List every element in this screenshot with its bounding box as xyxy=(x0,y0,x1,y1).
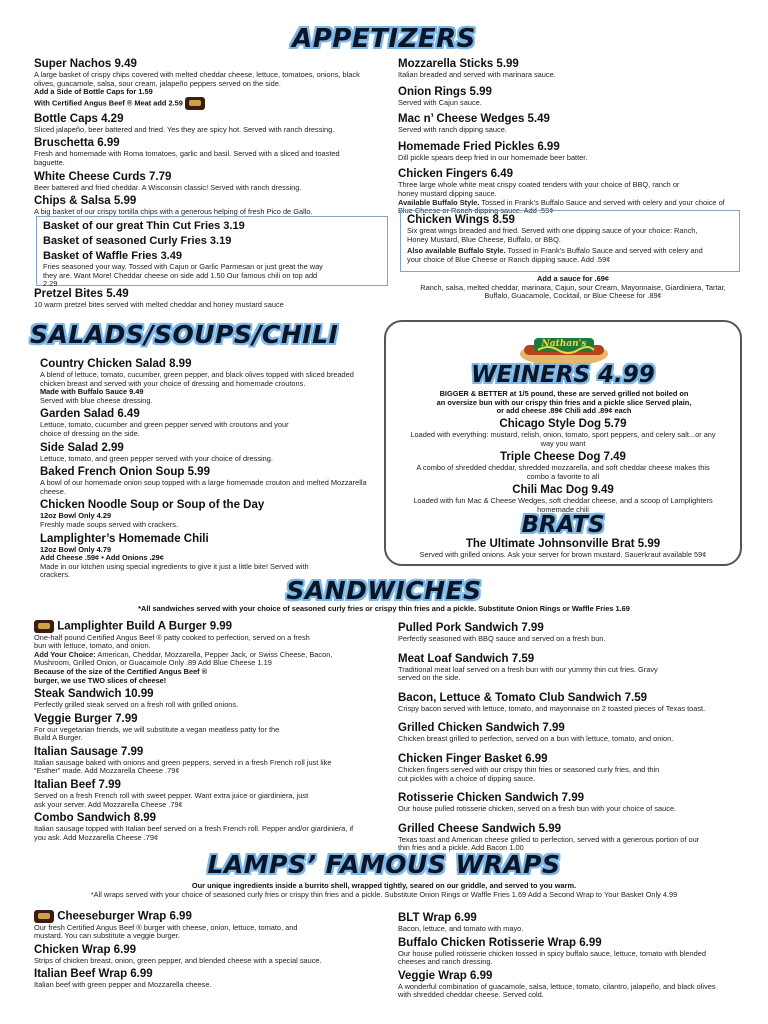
wraps-right-column xyxy=(398,912,738,1003)
pretzel-item xyxy=(34,288,374,310)
item-desc: Italian breaded and served with marinara sauce. xyxy=(398,70,556,79)
sandwiches-note: *All sandwiches served with your choice of seasoned curly fries or crispy thin fries and a pickle. Substitute Onion Rings or Waffle Fries 1.69 xyxy=(138,604,630,613)
menu-item xyxy=(34,688,364,710)
item-desc: A large basket of crispy chips covered with melted cheddar cheese, lettuce, tomatoes, onions, black olives, guacamole, salsa, sour cream, jalapeño peppers served on the side. xyxy=(34,70,360,88)
item-name: The Ultimate Johnsonville Brat 5.99 xyxy=(465,538,661,550)
menu-item xyxy=(398,970,738,1000)
item-desc: Lettuce, tomato, cucumber and green pepper served with croutons and your choice of dressing on the side. xyxy=(40,420,289,438)
item-desc: A blend of lettuce, tomato, cucumber, green pepper, and black olives topped with sliced breaded chicken breast and served with your choice of dressing and homemade croutons. xyxy=(40,370,354,388)
item-desc: Made in our kitchen using special ingredients to give it just a little bite! Served with crackers. xyxy=(40,561,309,580)
menu-item xyxy=(40,408,370,438)
weiners-items xyxy=(406,418,720,518)
item-name: Country Chicken Salad 8.99 xyxy=(40,358,192,370)
buffalo-label: Available Buffalo Style. xyxy=(398,197,480,207)
item-name: Garden Salad 6.49 xyxy=(40,408,140,421)
item-desc: Strips of chicken breast, onion, green pepper, and blended cheese with a special sauce. xyxy=(34,955,322,965)
sandwiches-left-column xyxy=(34,620,364,845)
angus-beef-logo-icon xyxy=(34,620,54,633)
item-choice xyxy=(34,651,364,668)
wraps-note1: Our unique ingredients inside a burrito shell, wrapped tightly, seared on our griddle, and served to you warm. xyxy=(191,881,577,890)
menu-item xyxy=(34,620,364,685)
menu-item xyxy=(398,912,738,934)
menu-item xyxy=(398,168,738,215)
buffalo-label: Also available Buffalo Style. xyxy=(407,246,506,256)
item-name: Veggie Wrap 6.99 xyxy=(398,969,493,982)
item-name: Chicken Noodle Soup or Soup of the Day xyxy=(40,499,265,512)
item-extra-text: With Certified Angus Beef ® Meat add 2.59 xyxy=(34,98,183,108)
item-name: Bacon, Lettuce & Tomato Club Sandwich 7.59 xyxy=(398,691,647,704)
item-desc: One-half pound Certified Angus Beef ® patty cooked to perfection, served on a fresh bun with lettuce, tomato, and onion. xyxy=(34,632,310,651)
brat-item xyxy=(396,538,730,560)
item-desc: Sliced jalapeño, beer battered and fried. Yes they are spicy hot. Served with ranch dressing. xyxy=(34,124,335,134)
item-desc: Italian beef with green pepper and Mozzarella cheese. xyxy=(34,980,212,990)
salads-heading: SALADS/SOUPS/CHILI xyxy=(30,320,339,349)
item-name xyxy=(34,620,364,634)
item-buffalo xyxy=(407,247,707,264)
item-desc: Served with grilled onions. Ask your server for brown mustard. Sauerkraut available 59¢ xyxy=(419,550,707,559)
sandwiches-heading: SANDWICHES xyxy=(286,576,482,605)
item-name: White Cheese Curds 7.79 xyxy=(34,170,172,183)
item-bold: 12oz Bowl Only 4.79 xyxy=(40,544,112,554)
weiners-box xyxy=(384,320,742,566)
item-desc: Served on a fresh French roll with sweet pepper. Want extra juice or giardiniera, just ask your server. Add Mozzarella Cheese .79¢ xyxy=(34,791,309,809)
item-name: Italian Sausage 7.99 xyxy=(34,745,144,758)
item-name: Steak Sandwich 10.99 xyxy=(34,688,154,701)
item-name-text: Lamplighter Build A Burger 9.99 xyxy=(57,620,233,633)
item-desc: Our house pulled rotisserie chicken tossed in spicy buffalo sauce, lettuce, tomato with blended cheeses and ranch dressing. xyxy=(398,948,706,967)
item-name: Buffalo Chicken Rotisserie Wrap 6.99 xyxy=(398,936,602,949)
item-name: Chili Mac Dog 9.49 xyxy=(512,484,614,497)
appetizers-right-column xyxy=(398,58,738,219)
item-desc: Perfectly seasoned with BBQ sauce and served on a fresh bun. xyxy=(398,634,606,643)
item-desc: Bacon, lettuce, and tomato with mayo. xyxy=(398,924,524,933)
item-name: Chicago Style Dog 5.79 xyxy=(499,418,627,430)
menu-item xyxy=(34,713,364,743)
weiners-heading: WEINERS 4.99 xyxy=(471,362,655,388)
menu-item xyxy=(34,113,364,135)
fries-thin: Basket of our great Thin Cut Fries 3.19 xyxy=(43,220,245,232)
wraps-left-column xyxy=(34,910,364,993)
item-bold: 12oz Bowl Only 4.29 xyxy=(40,511,112,521)
item-bold: Add Cheese .59¢ • Add Onions .29¢ xyxy=(40,553,164,563)
item-name: Chicken Wings 8.59 xyxy=(407,214,515,226)
appetizers-left-column xyxy=(34,58,364,220)
item-name: Italian Beef Wrap 6.99 xyxy=(34,968,153,981)
menu-item xyxy=(40,533,370,580)
item-desc: Dill pickle spears deep fried in our homemade beer batter. xyxy=(398,152,588,162)
menu-item xyxy=(34,746,364,776)
item-desc: A combo of shredded cheddar, shredded mozzarella, and soft cheddar cheese makes this combo a favorite to all xyxy=(416,463,710,481)
buffalo-text: Tossed in Frank’s Buffalo Sauce and served with celery and your choice of Blue Cheese or Ranch dipping sauce. Add .59¢ xyxy=(398,197,725,216)
item-desc: A bowl of our homemade onion soup topped with a large homemade crouton and melted Mozzarella cheese. xyxy=(40,478,367,496)
menu-item xyxy=(398,141,738,163)
item-name: Meat Loaf Sandwich 7.59 xyxy=(398,652,535,665)
menu-item xyxy=(398,58,738,80)
item-desc: 10 warm pretzel bites served with melted cheddar and honey mustard sauce xyxy=(34,300,284,309)
item-name: Veggie Burger 7.99 xyxy=(34,712,138,725)
menu-item xyxy=(34,58,364,110)
item-desc: Our fresh Certified Angus Beef ® burger with cheese, onion, lettuce, tomato, and mustard. You can substitute a veggie burger. xyxy=(34,922,298,941)
item-desc: Crispy bacon served with lettuce, tomato, and mayonnaise on 2 toasted pieces of Texas toast. xyxy=(398,703,706,713)
sandwiches-right-column xyxy=(398,622,738,856)
item-name: Super Nachos 9.49 xyxy=(34,58,137,70)
item-desc: Our house pulled rotisserie chicken, served on a fresh bun with your choice of sauce. xyxy=(398,804,677,814)
wings-box xyxy=(400,210,740,272)
menu-item xyxy=(398,722,738,744)
item-extra xyxy=(34,97,364,110)
item-extra: Add a Side of Bottle Caps for 1.59 xyxy=(34,87,153,97)
item-desc: Chicken fingers served with our crispy thin fries or seasoned curly fries, and thin cut pickles with a choice of dipping sauce. xyxy=(398,764,660,783)
item-name: Italian Beef 7.99 xyxy=(34,779,121,792)
item-desc: Chicken breast grilled to perfection, served on a bun with lettuce, tomato, and onion. xyxy=(398,734,674,744)
item-desc: Beer battered and fried cheddar. A Wisconsin classic! Served with ranch dressing. xyxy=(34,182,302,192)
menu-item xyxy=(398,653,738,683)
menu-item xyxy=(398,823,738,853)
menu-item xyxy=(34,968,364,990)
item-desc: Traditional meat loaf served on a fresh bun with our yummy thin cut fries. Gravy served on the side. xyxy=(398,664,658,683)
angus-beef-logo-icon xyxy=(34,910,54,923)
item-desc: Fresh and homemade with Roma tomatoes, garlic and basil. Served with a sliced and toasted baguette. xyxy=(34,149,340,167)
sauce-desc: Ranch, salsa, melted cheddar, marinara, Cajun, sour Cream, Mayonnaise, Giardiniera, Tartar, Buffalo, Guacamole, Cocktail, or Blue Cheese for .89¢ xyxy=(420,282,726,301)
item-name: Combo Sandwich 8.99 xyxy=(34,812,157,825)
item-desc: A big basket of our crispy tortilla chips with a generous helping of fresh Pico de Gallo. xyxy=(34,207,313,217)
item-name: Chicken Fingers 6.49 xyxy=(398,168,514,181)
salads-column xyxy=(40,358,370,583)
item-desc: Perfectly grilled steak served on a fresh roll with grilled onions. xyxy=(34,700,239,710)
item-desc: For our vegetarian friends, we will substitute a vegan meatless patty for the Build A Burger. xyxy=(34,724,280,743)
menu-item xyxy=(398,753,738,783)
sauce-info xyxy=(408,275,738,301)
item-bold: Because of the size of the Certified Angus Beef ® burger, we use TWO slices of cheese! xyxy=(34,666,208,685)
item-desc: Loaded with everything: mustard, relish, onion, tomato, sport peppers, and celery salt...or any way you want xyxy=(410,430,716,448)
menu-item xyxy=(34,195,364,217)
item-desc: Italian sausage baked with onions and green peppers, served in a fresh French roll just like “Esther” made. Add Mozzarella Cheese .79¢ xyxy=(34,757,332,776)
menu-item xyxy=(34,944,364,966)
menu-item xyxy=(34,171,364,193)
choice-label: Add Your Choice: xyxy=(34,649,96,659)
item-name: Lamplighter’s Homemade Chili xyxy=(40,532,209,545)
menu-item xyxy=(40,442,370,464)
menu-item xyxy=(34,137,364,167)
item-desc: Texas toast and American cheese grilled to perfection, served with a generous portion of our thin fries and a pickle. Add Bacon 1.00 xyxy=(398,834,700,853)
item-extra: Served with blue cheese dressing. xyxy=(40,395,153,405)
menu-item xyxy=(40,466,370,496)
item-desc: Italian sausage topped with Italian beef served on a fresh French roll. Pepper and/or giardiniera, if you ask. Add Mozzarella Cheese .79¢ xyxy=(34,824,354,842)
item-extra: Made with Buffalo Sauce 9.49 xyxy=(40,387,144,397)
fries-curly: Basket of seasoned Curly Fries 3.19 xyxy=(43,235,232,247)
item-name: Baked French Onion Soup 5.99 xyxy=(40,466,210,479)
nathans-logo-text: Nathan's xyxy=(541,339,587,349)
fries-waffle: Basket of Waffle Fries 3.49 xyxy=(43,250,182,262)
choice-text: American, Cheddar, Mozzarella, Pepper Jack, or Swiss Cheese, Bacon, Mushroom, Grilled Onion, or Guacamole Only .89 Add Blue Cheese 1.19 xyxy=(34,649,333,668)
item-name: BLT Wrap 6.99 xyxy=(398,912,477,924)
menu-item xyxy=(406,451,720,481)
menu-item xyxy=(398,113,738,135)
item-desc: Served with Cajun sauce. xyxy=(398,97,482,107)
item-desc: Loaded with fun Mac & Cheese Wedges, soft cheddar cheese, and a scoop of Lamplighters homemade chili xyxy=(413,496,713,514)
wraps-note2: *All wraps served with your choice of seasoned curly fries or crispy thin fries and a pickle. Substitute Onion Rings or Waffle Fries 1.69 Add a Second Wrap to Your Basket Only 4.99 xyxy=(90,890,678,899)
item-name xyxy=(34,910,364,924)
menu-item xyxy=(34,910,364,941)
item-name: Grilled Chicken Sandwich 7.99 xyxy=(398,722,565,735)
item-name-text: Cheeseburger Wrap 6.99 xyxy=(57,910,192,923)
menu-item xyxy=(398,937,738,967)
item-desc: Served with ranch dipping sauce. xyxy=(398,125,507,135)
fries-desc: Fries seasoned your way. Tossed with Cajun or Garlic Parmesan or just great the way they are. Want More! Cheddar cheese on side add 1.50 Our famous chili on top add 2.29 xyxy=(43,262,323,289)
menu-item xyxy=(406,484,720,514)
item-name: Chicken Wrap 6.99 xyxy=(34,943,137,956)
item-name: Bruschetta 6.99 xyxy=(34,137,120,150)
menu-item xyxy=(406,418,720,448)
item-name: Mac n’ Cheese Wedges 5.49 xyxy=(398,113,550,126)
item-name: Rotisserie Chicken Sandwich 7.99 xyxy=(398,792,584,805)
menu-item xyxy=(34,812,364,842)
item-desc: Three large whole white meat crispy coated tenders with your choice of BBQ, ranch or honey mustard dipping sauce. xyxy=(398,180,680,198)
menu-item xyxy=(34,779,364,809)
item-desc: A wonderful combination of guacamole, salsa, lettuce, tomato, cilantro, jalapeño, and black olives with shredded cheddar cheese. Served cold. xyxy=(398,981,716,1000)
sauce-title: Add a sauce for .69¢ xyxy=(537,274,609,283)
item-name: Chicken Finger Basket 6.99 xyxy=(398,752,548,765)
item-name: Bottle Caps 4.29 xyxy=(34,112,124,125)
menu-item xyxy=(40,499,370,529)
menu-item xyxy=(398,622,738,644)
item-desc: Lettuce, tomato, and green pepper served with your choice of dressing. xyxy=(40,453,273,463)
weiners-intro: BIGGER & BETTER at 1/5 pound, these are served grilled not boiled on an oversize bun with our crispy thin fries and a pickle slice Served plain, or add cheese .89¢ Chili add .89¢ each xyxy=(436,389,692,416)
item-name: Grilled Cheese Sandwich 5.99 xyxy=(398,822,561,835)
item-name: Chips & Salsa 5.99 xyxy=(34,195,137,208)
menu-item xyxy=(398,792,738,814)
item-name: Onion Rings 5.99 xyxy=(398,85,492,98)
menu-item xyxy=(40,358,370,405)
item-name: Side Salad 2.99 xyxy=(40,441,124,454)
fries-box xyxy=(36,216,388,289)
appetizers-heading: APPETIZERS xyxy=(292,24,476,54)
item-desc: Six great wings breaded and fried. Served with one dipping sauce of your choice: Ranch, Honey Mustard, Blue Cheese, Buffalo, or BBQ. xyxy=(407,226,698,244)
menu-item xyxy=(398,692,738,714)
buffalo-text: Tossed in Frank’s Buffalo Sauce and served with celery and your choice of Blue Cheese or Ranch dipping sauce. Add .59¢ xyxy=(407,246,703,264)
angus-beef-logo-icon xyxy=(185,97,205,110)
item-desc: Freshly made soups served with crackers. xyxy=(40,519,179,529)
item-name: Homemade Fried Pickles 6.99 xyxy=(398,140,560,153)
brats-heading: BRATS xyxy=(521,512,605,538)
wraps-heading: LAMPS’ FAMOUS WRAPS xyxy=(207,850,561,879)
item-name: Pulled Pork Sandwich 7.99 xyxy=(398,622,544,634)
item-name: Mozzarella Sticks 5.99 xyxy=(398,58,519,70)
menu-item xyxy=(398,86,738,108)
item-name: Triple Cheese Dog 7.49 xyxy=(500,451,626,464)
item-name: Pretzel Bites 5.49 xyxy=(34,288,129,300)
